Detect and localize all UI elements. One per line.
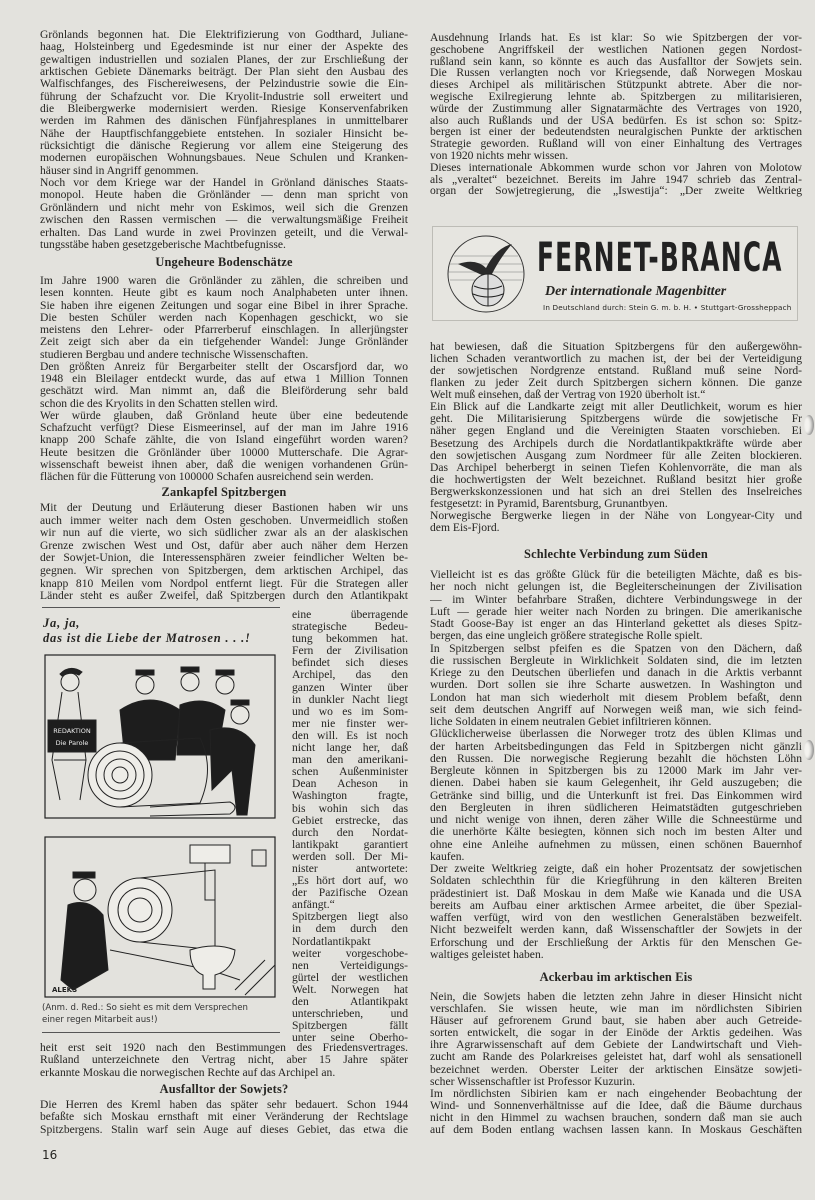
text-line: Spitzbergen fällt (292, 1020, 408, 1033)
text-line: lesen konnten. Heute gibt es kaum noch Analphabeten unter ihnen. (40, 287, 408, 300)
text-line: Den größten Anreiz für Bergarbeiter stellt der Oscarsfjord dar, wo (40, 360, 408, 373)
text-line: Im Jahre 1900 waren die Grönländer zu zählen, die schreiben und (40, 275, 408, 287)
article-text-friedensvertrag (40, 1042, 408, 1079)
sign-redaktion: REDAKTION (53, 727, 91, 735)
eagle-globe-logo (446, 234, 526, 314)
text-line: Glücklicherweise überlassen die Norweger trotz des üblen Klimas und (430, 728, 802, 741)
text-line: Strategie geworden. Rußland will von einer Einhaltung des Vertrages (430, 138, 802, 150)
text-line: Grönländern und nicht mehr von Eskimos, weil sich die Grenzen (40, 201, 408, 214)
text-line: geschätzt wird. Man nimmt an, daß die Bleiförderung sehr bald (40, 385, 408, 398)
text-line: erkannte Moskau die norwegischen Rechte auf das Archipel an. (40, 1066, 336, 1079)
text-line: verschlafen. Sie wissen heute, wie man im nördlichsten Sibirien (430, 1003, 802, 1016)
paragraph (430, 32, 802, 162)
toilet-cistern (190, 845, 230, 863)
text-line: Grenze zwischen West und Ost, dafür aber auch näher dem Herzen (40, 539, 408, 552)
text-line: den Bergleuten in ihren südlicheren Heimatstädten gutgeschrieben (430, 801, 802, 814)
text-line: Häuser auf gefrorenem Grund baut, sie haben aber auch Getreide- (430, 1015, 802, 1028)
text-line: meistens den Lehrer- oder Pfarrerberuf einschlagen. In allerjüngster (40, 324, 408, 336)
text-line: Noch vor dem Kriege war der Handel in Grönland dänisches Staats- (40, 177, 408, 190)
article-text-continued (430, 32, 802, 197)
text-line: der harten Arbeitsbedingungen das Feld in Spitzbergen nicht gänzli (430, 740, 802, 753)
cartoon-bottom-rule (42, 1032, 280, 1033)
text-line: Rußland unterzeichnete den Vertrag nicht, aber 15 Jahre später (40, 1054, 408, 1067)
toilet-bowl (190, 946, 235, 989)
text-line: Stadt Goose-Bay ist enger an das Hinterland gekettet als dieses Spitz- (430, 618, 802, 630)
paragraph (40, 1042, 408, 1079)
text-line: werden im Rahmen des dänischen Fünfjahresplanes in unmittelbarer (40, 115, 408, 128)
text-line: also auch Rußlands und der USA bedürfen. Es ist schon so: Spitz- (430, 114, 802, 127)
text-line: organ der Sowjetregierung, die „Iswestija“: „Der zweite Weltkrieg (430, 185, 802, 198)
paragraph (40, 410, 408, 484)
text-line: tungsstäbe haben gesetzgeberische Machtbefugnisse. (40, 238, 286, 251)
paragraph (40, 275, 408, 361)
text-line: scher Wissenschaftler ist Professor Kuzurin. (430, 1075, 636, 1088)
text-line: Mit der Deutung und Erläuterung dieser Bastionen haben wir uns (40, 502, 408, 514)
text-line: haag, Holsteinberg und Egedesminde ist nur einer der Aspekte des (40, 41, 408, 54)
text-line: Ausdehnung Irlands hat. Es ist klar: So wie Spitzbergen der vor- (430, 32, 802, 44)
text-line: Welt muß einsehen, daß der Vertrag von 1920 überholt ist.“ (430, 389, 706, 402)
text-line: Bergleute können in Spitzbergen bis zu 12000 Mark im Jahr ver- (430, 765, 802, 777)
cartoon-caption-line2: das ist die Liebe der Matrosen . . .! (43, 631, 251, 645)
text-line: nister antwortete: (292, 862, 408, 875)
editor-note-line2: einer regen Mitarbeit aus!) (42, 1015, 158, 1025)
text-line: flanken zu jeder Zeit durch Spitzbergen sichern können. Die ganze (430, 377, 802, 390)
text-line: wissenschaft beweist ihnen aber, daß die wenigen vorhandenen Grün- (40, 458, 408, 471)
text-line: sorten entwickelt, die sogar in der Einöde der Arktis gedeihen. Was (430, 1027, 802, 1040)
text-line: Besetzung des Archipels durch die Nordatlantikpaktkräfte würde aber (430, 437, 802, 450)
punch-hole (804, 740, 814, 760)
section-heading-schlechte-verbindung: Schlechte Verbindung zum Süden (524, 547, 708, 561)
paragraph (40, 1099, 408, 1136)
text-line: waffen verfügt, wird von den westlichen Generalstäben bezweifelt. (430, 912, 802, 924)
text-line: weiter vorgeschobe- (292, 947, 408, 960)
text-line: bezeichnet werden. Oberster Leiter der arktischen Einsätze sowjeti- (430, 1063, 802, 1076)
ad-tagline: Der internationale Magenbitter (545, 284, 727, 299)
paragraph (430, 401, 802, 510)
paragraph (40, 361, 408, 410)
text-line: Bergwerkskonzessionen und hat sich an drei Stellen des Inselreiches (430, 485, 802, 498)
text-line: Getränke sind billig, und die Unterkunft ist frei. Das Einkommen wird (430, 789, 802, 802)
article-text-narrow-column (292, 609, 408, 1044)
text-line: befaßte sich Moskau ernsthaft mit einer Veränderung der Rechtslage (40, 1111, 408, 1124)
text-line: monopol. Heute haben die Grönländer — denn man spricht von (40, 189, 408, 202)
text-line: Das Archipel beherbergt in seinen Tiefen Kohlenvorräte, die man als (430, 461, 802, 474)
paragraph (40, 502, 408, 603)
kneeling-sailor (61, 872, 108, 990)
text-line: häuser sind in Angriff genommen. (40, 164, 199, 177)
redaktion-sign (48, 720, 96, 752)
paragraph (430, 728, 802, 863)
cartoon-illustration (40, 650, 285, 1000)
text-line: wir nun auf die vierte, wo sich südlicher zwar als an der alaskischen (40, 527, 408, 540)
text-line: studieren Bergbau und andere technische Wissenschaften. (40, 348, 309, 361)
text-line: Zeit zeigt sich aber da ein tiefgehender Wandel: Junge Grönländer (40, 336, 408, 349)
text-line: nen Verteidigungs- (292, 959, 408, 972)
text-line: der Sowjet-Union, die Interessensphären zweier feindlicher Welten be- (40, 552, 408, 565)
paragraph (430, 1088, 802, 1136)
text-line: gegnen. Wir sprechen von Spitzbergen, dem arktischen Archipel, das (40, 564, 408, 577)
text-line: Vielleicht ist es das größte Glück für die beteiligten Mächte, daß es bis- (430, 569, 802, 581)
text-line: Washington fragte, (292, 790, 408, 803)
text-line: der sowjetischen Nordgrenze entstand. Rußland muß seine Nord- (430, 365, 802, 378)
text-line: Die besten Schüler werden nach Kopenhagen geschickt, wo sie (40, 311, 408, 324)
text-line: Luft — gerade hier weiter nach Norden zu bringen. Die amerikanische (430, 605, 802, 618)
paragraph (430, 162, 802, 197)
text-line: die Bleibergwerke modernisiert werden. Riesige Konservenfabriken (40, 103, 408, 116)
text-line: arktischen Gebiete Dänemarks beiträgt. Der Plan sieht den Ausbau des (40, 66, 408, 79)
text-line: festgesetzt: in Pyramid, Barentsburg, Grunantbyen. (430, 497, 668, 510)
section-heading-ausfalltor: Ausfalltor der Sowjets? (159, 1082, 289, 1096)
page-number: 16 (42, 1148, 58, 1162)
cartoon-caption-line1: Ja, ja, (43, 616, 81, 630)
cartoon-panel-1 (45, 655, 275, 818)
text-line: Wind- und Sonnenverhältnisse auf die Idee, daß die Bäume durchaus (430, 1099, 802, 1112)
text-line: ihre Agrarwissenschaft auf dem Gebiete der Landwirtschaft und Vieh- (430, 1039, 802, 1052)
text-line: Norwegische Bergwerke liegen in der Nähe von Longyear-City und (430, 509, 802, 522)
text-line: Dean Acheson in (292, 778, 408, 791)
text-line: Nicht bezweifelt werden kann, daß Wissenschaftler der Sowjets in der (430, 924, 802, 937)
text-line: unter seine Oberho- (292, 1032, 408, 1045)
text-line: den Atlantikpakt (292, 996, 408, 1008)
text-line: zwischen den Rassen vermischen — die verwaltungsmäßige Freiheit (40, 214, 408, 227)
light-switch (252, 850, 266, 866)
sign-die-parole: Die Parole (55, 739, 89, 747)
section-heading-ackerbau: Ackerbau im arktischen Eis (539, 970, 693, 984)
article-text-schlechte-verbindung (430, 569, 802, 961)
text-line: Die Herren des Kreml haben das später sehr bedauert. Schon 1944 (40, 1099, 408, 1111)
text-line: würde der Zustimmung aller Signatarmächte des Vertrages von 1920, (430, 102, 802, 115)
paragraph (40, 29, 408, 177)
text-line: Nähe der Hauptfischfanggebiete entstehen. In sozialer Hinsicht be- (40, 127, 408, 140)
text-line: Die Russen verlangten noch vor Kriegsende, daß Norwegen Moskau (430, 67, 802, 80)
text-line: waltiges geleistet haben. (430, 948, 544, 961)
text-line: lantikpakt garantiert (292, 838, 408, 851)
paragraph (430, 863, 802, 961)
text-line: tung bekommen hat. (292, 633, 408, 646)
text-line: und wo es im Som- (292, 705, 408, 718)
text-line: näher gegen England und die Vereinigten Staaten vorschieben. Ei (430, 425, 802, 438)
text-line: Dieses internationale Abkommen wurde schon vor Jahren von Molotow (430, 161, 802, 174)
text-line: in dem durch den (292, 923, 408, 936)
text-line: Im nördlichsten Sibirien kam er nach eingehender Beobachtung der (430, 1087, 802, 1100)
article-text-greenland (40, 29, 408, 251)
text-line: gewaltigen industriellen und sozialen Planes, der zur Erschließung der (40, 53, 408, 66)
text-line: knapp 200 Schafe zählte, die von Island eingeführt worden waren? (40, 434, 408, 447)
editor-note (42, 1002, 248, 1026)
text-line: schen Außenminister (292, 766, 408, 779)
text-line: wurden. Dort sollen sie ihre Scharte auswetzen. In Washington und (430, 679, 802, 692)
text-line: Erforschung und der Erschließung der Arktis für den Menschen Ge- (430, 936, 802, 949)
text-line: heit erst seit 1920 nach den Bestimmungen des Friedensvertrages. (40, 1042, 408, 1054)
text-line: Spitzbergen liegt also (292, 911, 408, 924)
text-line: Archipel, das den (292, 669, 408, 682)
text-line: modernen europäischen Wohnungsbaues. Neue Schulen und Kranken- (40, 152, 408, 165)
text-line: erhalten. Das Land wurde in zwei Provinzen geteilt, und die Verwal- (40, 226, 408, 239)
text-line: die hochwertigsten der Welt bezeichnet. Rußland besitzt hier große (430, 473, 802, 486)
text-line: die russischen Bergleute in Wirklichkeit Soldaten sind, die im letzten (430, 654, 802, 667)
text-line: Heute besitzen die Grönländer über 10000 Mutterschafe. Die Agrar- (40, 446, 408, 459)
text-line: — im Winter befahrbare Straßen, dichtere Verbindungswege in der (430, 593, 802, 606)
text-line: den sowjetischen Ausgang zum Nordmeer für alle Zeiten blockieren. (430, 449, 802, 462)
text-line: Ein Blick auf die Landkarte zeigt mit aller Deutlichkeit, worum es hier (430, 401, 802, 414)
text-line: 1948 ein Bleilager entdeckt wurde, das auf etwa 1 Million Tonnen (40, 373, 408, 385)
article-text-ackerbau (430, 991, 802, 1136)
text-line: als „veraltet“ bezeichnet. Bereits im Jahre 1947 schrieb das Zentral- (430, 173, 802, 186)
text-line: den will. Es ist noch (292, 729, 408, 742)
text-line: bergen ist einer der bedeutendsten neuralgischen Punkte der arktischen (430, 126, 802, 139)
text-line: dienen. Dabei haben sie kaum Gelegenheit, ihr Geld auszugeben; die (430, 777, 802, 790)
text-line: nicht in den Himmel zu wachsen brauchen, sondern daß man sie auch (430, 1111, 802, 1124)
text-line: knapp 810 Meilen vom Nordpol entfernt liegt. Für die Strategen aller (40, 577, 408, 590)
text-line: Grönlands begonnen hat. Die Elektrifizierung von Godthard, Juliane- (40, 29, 408, 41)
ad-distributor: In Deutschland durch: Stein G. m. b. H. • Stuttgart-Grossheppach (543, 303, 792, 312)
text-line: London hat man sich wiederholt mit diesem Problem befaßt, denn (430, 691, 802, 704)
paragraph (430, 991, 802, 1088)
text-line: lichen Schaden verantwortlich zu machen ist, der bei der Verteidigung (430, 353, 802, 366)
text-line: kaufen. (430, 850, 465, 863)
text-line: anfängt.“ (292, 899, 335, 912)
article-text-zankapfel (40, 502, 408, 603)
text-line: Welt. Norwegen hat (292, 983, 408, 996)
text-line: und nicht wenige von ihnen, deren zäher Wille die Schneestürme und (430, 814, 802, 826)
text-line: unterschrieben, und (292, 1008, 408, 1021)
text-line: von 1920 nichts mehr wissen. (430, 149, 569, 162)
text-line: die unerhörte Kälte besiegten, können sich noch im besten Alter und (430, 826, 802, 839)
text-line: ohne eine Anleihe aufnehmen zu müssen, einen schönen Bauernhof (430, 838, 802, 851)
text-line: Spitzbergens. Stalin warf sein Auge auf dieses Gebiet, das etwa die (40, 1123, 408, 1136)
paragraph (292, 911, 408, 1044)
text-line: seit dem deutschen Angriff auf Norwegen weiß man, wie sich feind- (430, 703, 802, 716)
text-line: befindet sich dieses (292, 657, 408, 670)
text-line: man den amerikani- (292, 754, 408, 767)
text-line: rußland sein kann, so könnte es auch das Ausfalltor der Sowjets sein. (430, 55, 802, 68)
paragraph (430, 341, 802, 401)
article-text-ausfalltor (40, 1099, 408, 1136)
text-line: Nordatlantikpakt (292, 935, 371, 948)
text-line: Walfischfanges, des Fischereiwesens, der Pelzindustrie sowie die Ein- (40, 78, 408, 91)
text-line: hat bewiesen, daß die Situation Spitzbergens für den außergewöhn- (430, 341, 802, 353)
text-line: Gebiet erstrecke, das (292, 814, 408, 827)
text-line: flächen für die Fütterung von 100000 Schafen ausreichend sein werden. (40, 471, 374, 483)
text-line: den Russen. Die norwegische Regierung bezahlt die höchsten Löhn (430, 752, 802, 765)
paragraph (430, 510, 802, 534)
cartoon-caption (43, 616, 251, 646)
editor-note-line1: (Anm. d. Red.: So sieht es mit dem Versprechen (42, 1003, 248, 1013)
section-heading-ungeheure-bodenschaetze: Ungeheure Bodenschätze (155, 255, 293, 269)
paragraph (430, 569, 802, 643)
text-line: prädestiniert ist. Daß Moskau in dem Maße wie Kanada und die USA (430, 887, 802, 900)
text-line: der Pazifische Ozean (292, 887, 408, 900)
text-line: gürtel der westlichen (292, 971, 408, 984)
text-line: ganzen Winter über (292, 681, 408, 694)
text-line: zucht am Rande des Polarkreises geleistet hat, darf wohl als sensationell (430, 1051, 802, 1064)
text-line: bereits am Aufbau einer arktischen Armee arbeitet, die über Spezial- (430, 899, 802, 912)
text-line: strategische Bedeu- (292, 621, 408, 634)
text-line: wegische Exilregierung lehnte ab. Spitzbergen zu militarisieren, (430, 90, 802, 103)
text-line: Soldaten schlechthin für die Kriegführung in den kälteren Breiten (430, 875, 802, 888)
text-line: nicht lange her, daß (292, 742, 408, 755)
text-line: Sie haben ihre eigenen Zeitungen und sogar eine Bibel in ihrer Sprache. (40, 299, 408, 312)
text-line: Fern der Zivilisation (292, 645, 408, 658)
fernet-branca-advertisement (432, 226, 798, 321)
paragraph (430, 643, 802, 729)
text-line: geht. Die Militarisierung Spitzbergens würde die sowjetische Fr (430, 413, 802, 426)
text-line: mer nie finster wer- (292, 717, 408, 730)
text-line: in dunkler Nacht liegt (292, 693, 408, 706)
text-line: führung der Schafzucht vor. Die Kryolit-Industrie soll erweitert und (40, 90, 408, 103)
text-line: dem Eis-Fjord. (430, 521, 500, 534)
text-line: rücksichtigt die dänische Regierung vor allem eine Steigerung des (40, 140, 408, 153)
paragraph (40, 177, 408, 251)
text-line: „Es hört dort auf, wo (292, 875, 408, 888)
text-line: bis wohin sich das (292, 802, 408, 815)
text-line: werden soll. Der Mi- (292, 850, 408, 863)
text-line: Der zweite Weltkrieg zeigte, daß ein hoher Prozentsatz der sowjetischen (430, 863, 802, 875)
text-line: eine überragende (292, 609, 408, 621)
text-line: auch immer weiter nach dem Osten geschoben. Unvermeidlich stoßen (40, 514, 408, 527)
text-line: In Spitzbergen selbst pfeifen es die Spatzen von den Dächern, daß (430, 642, 802, 655)
section-heading-zankapfel-spitzbergen: Zankapfel Spitzbergen (161, 485, 287, 499)
cartoon-top-rule (42, 607, 280, 608)
cartoon-signature: ALEKS (52, 986, 78, 994)
article-text-bodenschaetze (40, 275, 408, 483)
text-line: dieses Archipel als militärischen Stützpunkt abtrete. Aber die nor- (430, 79, 802, 91)
text-line: auf dem Boden entlang wachsen lassen kann. In Moskaus Geschäften (430, 1124, 802, 1137)
ad-brand-name: FERNET-BRANCA (537, 235, 783, 281)
punch-hole (804, 415, 814, 435)
text-line: Schafzucht verfügt? Diese Eismeerinsel, auf der man im Jahre 1916 (40, 422, 408, 434)
text-line: Länder steht es außer Zweifel, daß Spitzbergen durch den Atlantikpakt (40, 590, 408, 603)
paragraph (292, 609, 408, 911)
text-line: bergen, das eine ungleich größere strategische Rolle spielt. (430, 630, 703, 643)
text-line: schon die des Kryolits in den Schatten stellen wird. (40, 397, 278, 410)
text-line: liche Soldaten in einem neutralen Gebiet infiltrieren können. (430, 716, 712, 728)
text-line: durch den Nordat- (292, 826, 408, 839)
text-line: geschobene Angriffskeil der westlichen Nationen gegen Nordost- (430, 43, 802, 56)
text-line: her noch nicht gelungen ist, die Begleiterscheinungen der Zivilisation (430, 581, 802, 594)
text-line: Nein, die Sowjets haben die letzten zehn Jahre in dieser Hinsicht nicht (430, 991, 802, 1003)
article-text-iswestija (430, 341, 802, 534)
text-line: Wer würde glauben, daß Grönland heute über eine bedeutende (40, 409, 408, 422)
cartoon-panel-2 (45, 837, 275, 997)
text-line: Kriege zu den Deutschen überliefen und danach in die Arktis verbannt (430, 667, 802, 679)
